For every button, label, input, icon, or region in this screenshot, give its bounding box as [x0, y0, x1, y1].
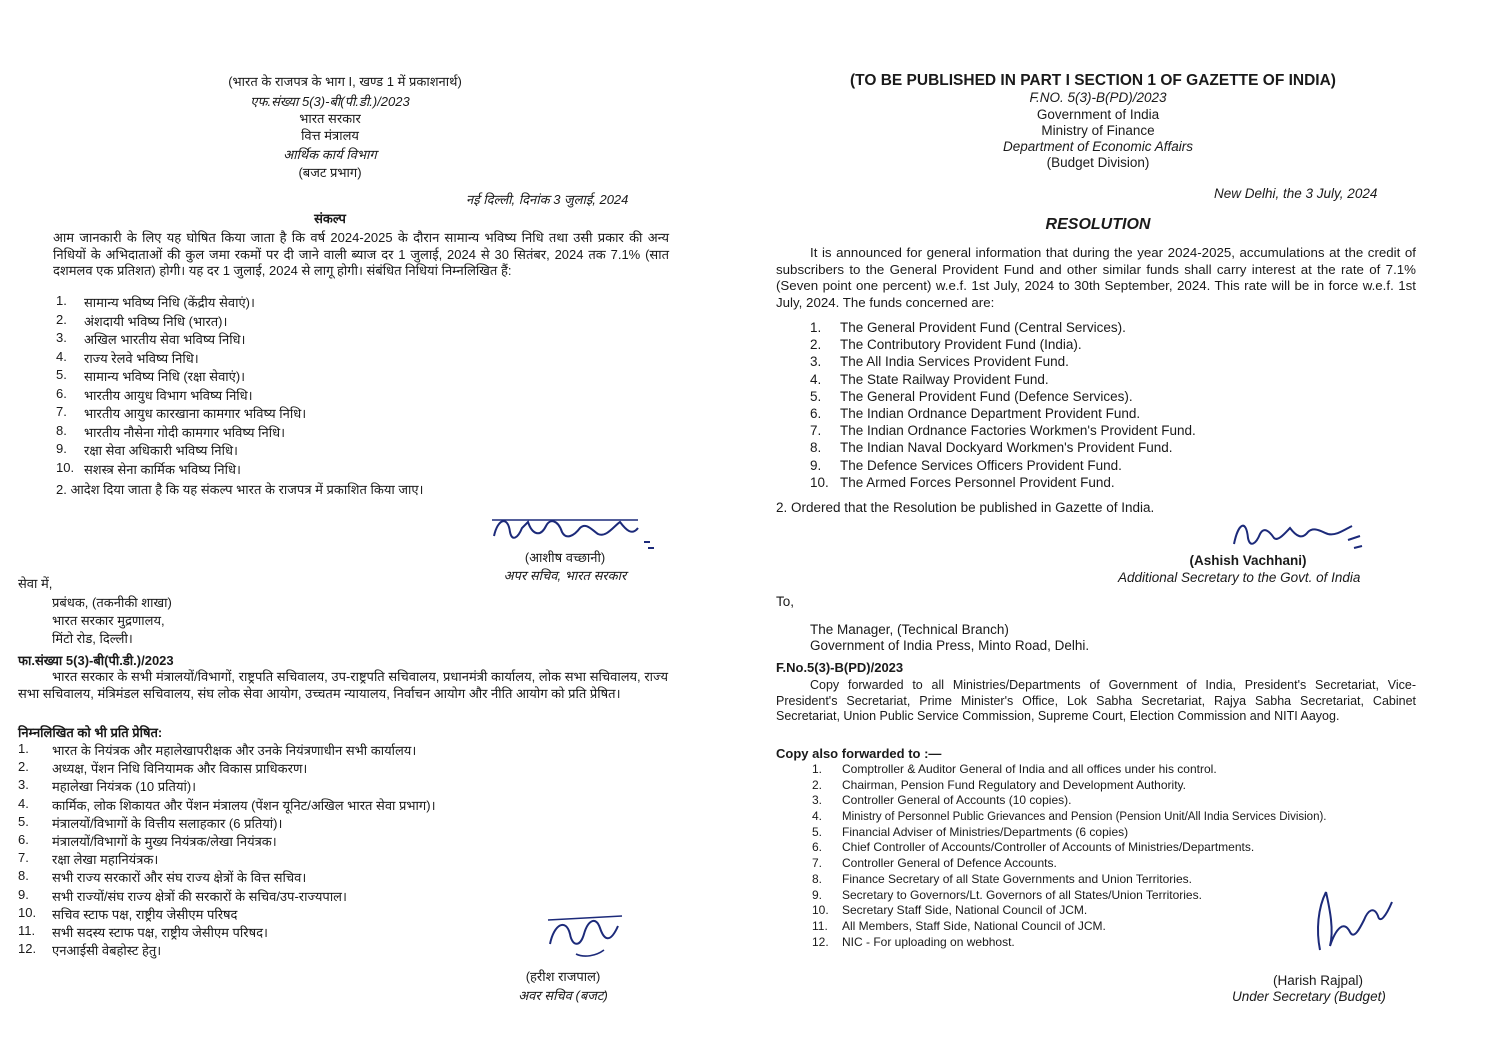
list-item: 10. The Armed Forces Personnel Provident Fund. — [810, 474, 1115, 490]
english-copy-also: Copy also forwarded to :— — [776, 746, 942, 761]
hindi-division: (बजट प्रभाग) — [298, 165, 362, 180]
list-item: 4. कार्मिक, लोक शिकायत और पेंशन मंत्रालय (पेंशन यूनिट/अखिल भारत सेवा प्रभाग)। — [18, 795, 436, 813]
hindi-place-date: नई दिल्ली, दिनांक 3 जुलाई, 2024 — [466, 192, 629, 207]
hindi-signatory-title: अपर सचिव, भारत सरकार — [503, 568, 627, 583]
hindi-copy-also: निम्नलिखित को भी प्रति प्रेषित: — [18, 725, 163, 740]
list-item: 1. Comptroller & Auditor General of India and all offices under his control. — [812, 762, 1217, 776]
english-file-no-2: F.No.5(3)-B(PD)/2023 — [776, 660, 904, 675]
hindi-signature-2 — [540, 904, 630, 964]
hindi-copy-list — [18, 741, 538, 959]
hindi-file-no: एफ.संख्या 5(3)-बी(पी.डी.)/2023 — [250, 94, 410, 109]
english-place-date: New Delhi, the 3 July, 2024 — [1214, 186, 1378, 201]
list-item: 1. सामान्य भविष्य निधि (केंद्रीय सेवाएं)। — [56, 293, 255, 310]
hindi-order: 2. आदेश दिया जाता है कि यह संकल्प भारत के राजपत्र में प्रकाशित किया जाए। — [56, 482, 424, 497]
english-order: 2. Ordered that the Resolution be published in Gazette of India. — [776, 500, 1155, 515]
english-signatory2-title: Under Secretary (Budget) — [1232, 989, 1386, 1004]
list-item: 5. Financial Adviser of Ministries/Departments (6 copies) — [812, 824, 1129, 839]
list-item: 7. रक्षा लेखा महानियंत्रक। — [18, 850, 159, 868]
hindi-to-line: मिंटो रोड, दिल्ली। — [52, 631, 133, 646]
list-item: 10. Secretary Staff Side, National Council of JCM. — [812, 903, 1088, 918]
list-item: 1. भारत के नियंत्रक और महालेखापरीक्षक और उनके नियंत्रणाधीन सभी कार्यालय। — [18, 741, 417, 758]
hindi-department: आर्थिक कार्य विभाग — [283, 147, 377, 162]
english-heading: RESOLUTION — [1045, 216, 1151, 233]
list-item: 7. Controller General of Defence Accounts. — [812, 856, 1057, 871]
list-item: 9. सभी राज्यों/संघ राज्य क्षेत्रों की सरकारों के सचिव/उप-राज्यपाल। — [18, 886, 347, 904]
english-signature-2 — [1300, 880, 1400, 960]
hindi-ministry: वित्त मंत्रालय — [301, 128, 359, 143]
list-item: 2. Chairman, Pension Fund Regulatory and Development Authority. — [812, 777, 1186, 792]
english-gazette-note: (TO BE PUBLISHED IN PART I SECTION 1 OF GAZETTE OF INDIA) — [850, 72, 1336, 89]
list-item: 7. भारतीय आयुध कारखाना कामगार भविष्य निधि। — [56, 404, 307, 421]
hindi-to-line: भारत सरकार मुद्रणालय, — [52, 613, 165, 628]
english-body: It is announced for general information that during the year 2024-2025, accumulations at the credit of subscribers to the General Provident Fund and other similar funds shall carry interest at the rate of 7.1% (Seven point one percent) w.e.f. 1st July, 2024 to 30th September, 2024. This rate will be in force w.e.f. 1st July, 2024. The funds concerned are: — [776, 245, 1416, 310]
english-govt: Government of India — [1036, 107, 1160, 122]
list-item: 6. मंत्रालयों/विभागों के मुख्य नियंत्रक/लेखा नियंत्रक। — [18, 831, 277, 849]
hindi-govt: भारत सरकार — [299, 111, 361, 126]
english-ministry: Ministry of Finance — [1041, 123, 1155, 138]
list-item: 3. अखिल भारतीय सेवा भविष्य निधि। — [56, 330, 246, 347]
list-item: 4. The State Railway Provident Fund. — [810, 371, 1049, 387]
hindi-signatory2-name: (हरीश राजपाल) — [525, 969, 601, 984]
list-item: 9. Secretary to Governors/Lt. Governors of all States/Union Territories. — [812, 887, 1202, 902]
list-item: 11. All Members, Staff Side, National Council of JCM. — [812, 918, 1106, 933]
hindi-gazette-note: (भारत के राजपत्र के भाग I, खण्ड 1 में प्रकाशनार्थ) — [228, 74, 462, 89]
list-item: 12. NIC - For uploading on webhost. — [812, 934, 1015, 949]
english-signatory2-name: (Harish Rajpal) — [1272, 973, 1364, 988]
list-item: 5. मंत्रालयों/विभागों के वित्तीय सलाहकार (6 प्रतियां)। — [18, 813, 283, 831]
english-signatory-title: Additional Secretary to the Govt. of India — [1118, 570, 1361, 585]
list-item: 12. एनआईसी वेबहोस्ट हेतु। — [18, 941, 162, 959]
english-file-no: F.NO. 5(3)-B(PD)/2023 — [1029, 90, 1167, 105]
hindi-signature-1 — [488, 508, 668, 552]
hindi-file-no-2: फा.संख्या 5(3)-बी(पी.डी.)/2023 — [18, 653, 174, 668]
list-item: 6. The Indian Ordnance Department Provident Fund. — [810, 405, 1141, 421]
list-item: 2. अंशदायी भविष्य निधि (भारत)। — [56, 311, 228, 329]
english-signature-1 — [1228, 510, 1368, 554]
hindi-signatory-name: (आशीष वच्छानी) — [524, 550, 606, 565]
hindi-fund-list — [56, 293, 476, 478]
hindi-to-line: प्रबंधक, (तकनीकी शाखा) — [52, 595, 172, 610]
english-fund-list — [810, 320, 1310, 492]
list-item: 5. सामान्य भविष्य निधि (रक्षा सेवाएं)। — [56, 367, 246, 384]
hindi-heading: संकल्प — [314, 211, 346, 226]
hindi-body: आम जानकारी के लिए यह घोषित किया जाता है कि वर्ष 2024-2025 के दौरान सामान्य भविष्य निधि तथा उसी प्रकार की अन्य निधियों के अभिदाताओं की कुल जमा रकमों पर दी जाने वाली ब्याज दर 1 जुलाई, 2024 से 30 सितंबर, 2024 तक 7.1% (सात दशमलव एक प्रतिशत) होगी। यह दर 1 जुलाई, 2024 से लागू होगी। संबंधित निधियां निम्नलिखित हैं: — [53, 230, 669, 278]
hindi-copy-para: भारत सरकार के सभी मंत्रालयों/विभागों, राष्ट्रपति सचिवालय, उप-राष्ट्रपति सचिवालय, प्रधानमंत्री कार्यालय, लोक सभा सचिवालय, राज्य सभा सचिवालय, मंत्रिमंडल सचिवालय, संघ लोक सेवा आयोग, उच्चतम न्यायालय, निर्वाचन आयोग और नीति आयोग को प्रति प्रेषित। — [18, 669, 668, 701]
english-to-line: Government of India Press, Minto Road, Delhi. — [810, 638, 1090, 653]
english-division: (Budget Division) — [1046, 155, 1150, 170]
hindi-to-label: सेवा में, — [18, 576, 53, 591]
list-item: 10. सशस्त्र सेना कार्मिक भविष्य निधि। — [56, 459, 241, 477]
list-item: 9. रक्षा सेवा अधिकारी भविष्य निधि। — [56, 441, 238, 458]
list-item: 4. Ministry of Personnel Public Grievances and Pension (Pension Unit/All India Services Division). — [812, 809, 1327, 824]
english-copy-para: Copy forwarded to all Ministries/Departments of Government of India, President's Secretariat, Vice-President's Secretariat, Prime Minister's Office, Lok Sabha Secretariat, Rajya Sabha Secretariat, Cabinet Secretariat, Union Public Service Commission, Supreme Court, Election Commission and NITI Aayog. — [776, 678, 1416, 723]
list-item: 4. राज्य रेलवे भविष्य निधि। — [56, 348, 199, 366]
list-item: 5. The General Provident Fund (Defence Services). — [810, 388, 1133, 404]
list-item: 3. Controller General of Accounts (10 copies). — [812, 793, 1072, 808]
list-item: 3. The All India Services Provident Fund. — [810, 354, 1069, 370]
list-item: 9. The Defence Services Officers Provident Fund. — [810, 457, 1122, 473]
list-item: 7. The Indian Ordnance Factories Workmen's Provident Fund. — [810, 423, 1196, 439]
english-department: Department of Economic Affairs — [1002, 139, 1194, 154]
list-item: 11. सभी सदस्य स्टाफ पक्ष, राष्ट्रीय जेसीएम परिषद। — [18, 922, 268, 940]
list-item: 1. The General Provident Fund (Central Services). — [810, 320, 1126, 335]
list-item: 10. सचिव स्टाफ पक्ष, राष्ट्रीय जेसीएम परिषद — [18, 904, 238, 922]
english-to-label: To, — [776, 594, 795, 609]
list-item: 2. The Contributory Provident Fund (India). — [810, 337, 1082, 353]
list-item: 8. भारतीय नौसेना गोदी कामगार भविष्य निधि। — [56, 422, 285, 440]
list-item: 8. Finance Secretary of all State Governments and Union Territories. — [812, 871, 1192, 886]
list-item: 6. भारतीय आयुध विभाग भविष्य निधि। — [56, 385, 253, 403]
list-item: 8. सभी राज्य सरकारों और संघ राज्य क्षेत्रों के वित्त सचिव। — [18, 868, 307, 886]
hindi-signatory2-title: अवर सचिव (बजट) — [518, 988, 608, 1003]
list-item: 6. Chief Controller of Accounts/Controller of Accounts of Ministries/Departments. — [812, 840, 1255, 855]
english-to-line: The Manager, (Technical Branch) — [810, 622, 1009, 637]
list-item: 3. महालेखा नियंत्रक (10 प्रतियां)। — [18, 777, 197, 795]
english-signatory-name: (Ashish Vachhani) — [1189, 553, 1307, 568]
list-item: 2. अध्यक्ष, पेंशन निधि विनियामक और विकास प्राधिकरण। — [18, 759, 308, 777]
list-item: 8. The Indian Naval Dockyard Workmen's Provident Fund. — [810, 440, 1173, 456]
